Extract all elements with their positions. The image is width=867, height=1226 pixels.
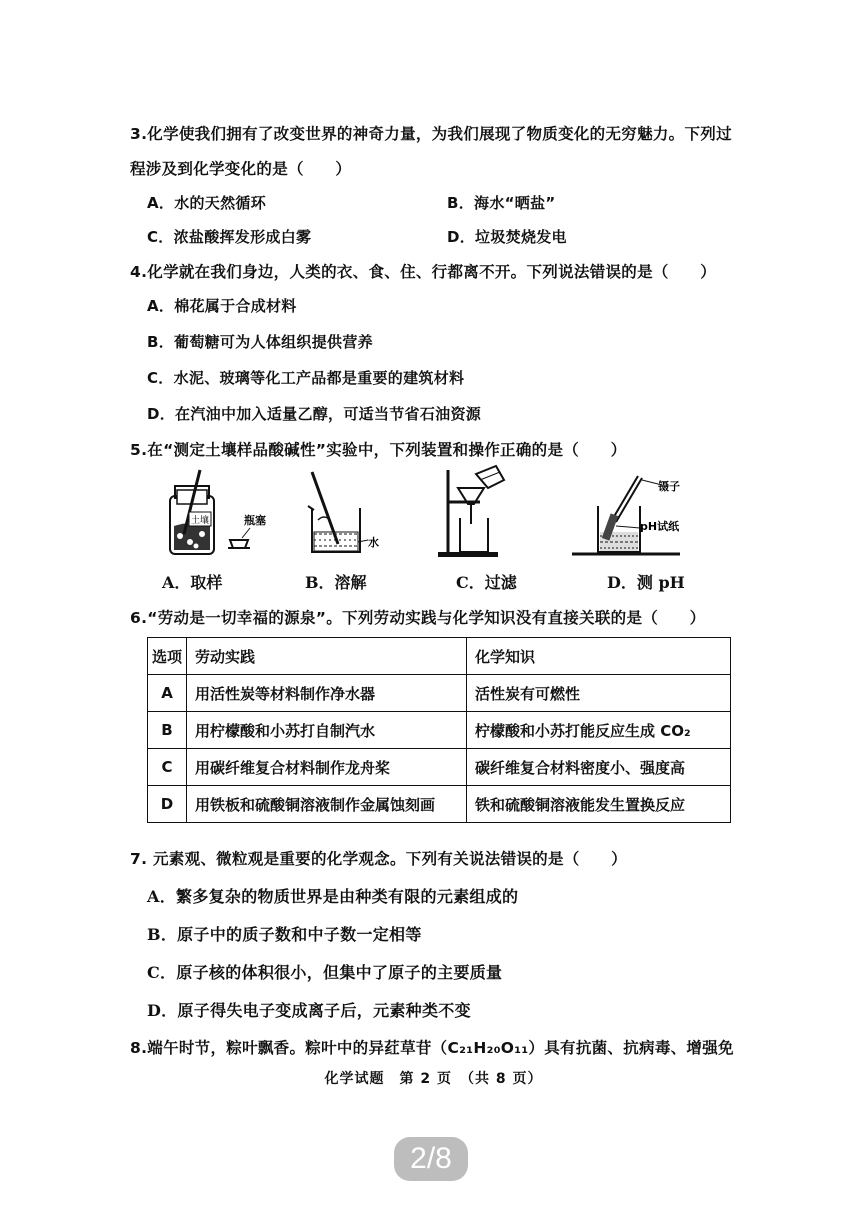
ph-paper-label: pH试纸	[640, 520, 680, 533]
header-option: 选项	[148, 638, 187, 675]
tweezers-label: 镊子	[658, 480, 680, 493]
row-b-option: B	[148, 712, 187, 749]
beaker-dissolve-figure	[300, 468, 410, 563]
filtration-figure	[430, 462, 520, 562]
q3-stem-line1: 3.化学使我们拥有了改变世界的神奇力量，为我们展现了物质变化的无穷魅力。下列过	[130, 125, 732, 143]
row-a-knowledge: 活性炭有可燃性	[467, 675, 731, 712]
stopper-label: 瓶塞	[244, 514, 266, 527]
row-c-practice: 用碳纤维复合材料制作龙舟桨	[187, 749, 467, 786]
row-d-option: D	[148, 786, 187, 823]
q7-option-d: D．原子得失电子变成离子后，元素种类不变	[147, 1001, 471, 1020]
q3-option-c: C．浓盐酸挥发形成白雾	[147, 228, 312, 246]
table-header-row	[148, 638, 731, 675]
q5-caption-a: A．取样	[162, 573, 223, 592]
row-a-option: A	[148, 675, 187, 712]
jar-sampling-figure	[160, 468, 285, 563]
q4-option-b: B．葡萄糖可为人体组织提供营养	[147, 333, 373, 351]
q6-table	[147, 637, 731, 823]
table-row	[148, 712, 731, 749]
q7-stem: 7. 元素观、微粒观是重要的化学观念。下列有关说法错误的是（ ）	[130, 850, 627, 868]
q4-option-c: C．水泥、玻璃等化工产品都是重要的建筑材料	[147, 369, 465, 387]
q3-option-a: A．水的天然循环	[147, 194, 267, 212]
table-row	[148, 749, 731, 786]
q3-option-b: B．海水“晒盐”	[447, 194, 556, 212]
q4-stem: 4.化学就在我们身边，人类的衣、食、住、行都离不开。下列说法错误的是（ ）	[130, 263, 717, 281]
row-d-practice: 用铁板和硫酸铜溶液制作金属蚀刻画	[187, 786, 467, 823]
q7-option-b: B．原子中的质子数和中子数一定相等	[147, 925, 422, 944]
q4-option-d: D．在汽油中加入适量乙醇，可适当节省石油资源	[147, 405, 482, 423]
row-a-practice: 用活性炭等材料制作净水器	[187, 675, 467, 712]
q7-option-c: C．原子核的体积很小，但集中了原子的主要质量	[147, 963, 503, 982]
table-row	[148, 675, 731, 712]
page-footer: 化学试题 第 2 页 （共 8 页）	[324, 1071, 543, 1087]
header-knowledge: 化学知识	[467, 638, 731, 675]
q3-stem-line2: 程涉及到化学变化的是（ ）	[130, 160, 352, 178]
q5-caption-b: B．溶解	[305, 573, 367, 592]
soil-label: 土壤	[190, 516, 210, 526]
row-b-knowledge: 柠檬酸和小苏打能反应生成 CO₂	[467, 712, 731, 749]
row-c-knowledge: 碳纤维复合材料密度小、强度高	[467, 749, 731, 786]
ph-test-figure	[568, 470, 718, 560]
header-practice: 劳动实践	[187, 638, 467, 675]
row-c-option: C	[148, 749, 187, 786]
q3-option-d: D．垃圾焚烧发电	[447, 228, 567, 246]
page-indicator[interactable]: 2/8	[394, 1137, 468, 1181]
q5-caption-c: C．过滤	[456, 573, 517, 592]
q5-caption-d: D．测 pH	[607, 573, 685, 592]
row-b-practice: 用柠檬酸和小苏打自制汽水	[187, 712, 467, 749]
q6-stem: 6.“劳动是一切幸福的源泉”。下列劳动实践与化学知识没有直接关联的是（ ）	[130, 609, 706, 627]
q5-stem: 5.在“测定土壤样品酸碱性”实验中，下列装置和操作正确的是（ ）	[130, 441, 627, 459]
q4-option-a: A．棉花属于合成材料	[147, 297, 297, 315]
q8-stem: 8.端午时节，粽叶飘香。粽叶中的异荭草苷（C₂₁H₂₀O₁₁）具有抗菌、抗病毒、增强免	[130, 1039, 734, 1057]
q7-option-a: A．繁多复杂的物质世界是由种类有限的元素组成的	[147, 887, 519, 906]
table-row	[148, 786, 731, 823]
row-d-knowledge: 铁和硫酸铜溶液能发生置换反应	[467, 786, 731, 823]
water-label: 水	[368, 536, 379, 549]
